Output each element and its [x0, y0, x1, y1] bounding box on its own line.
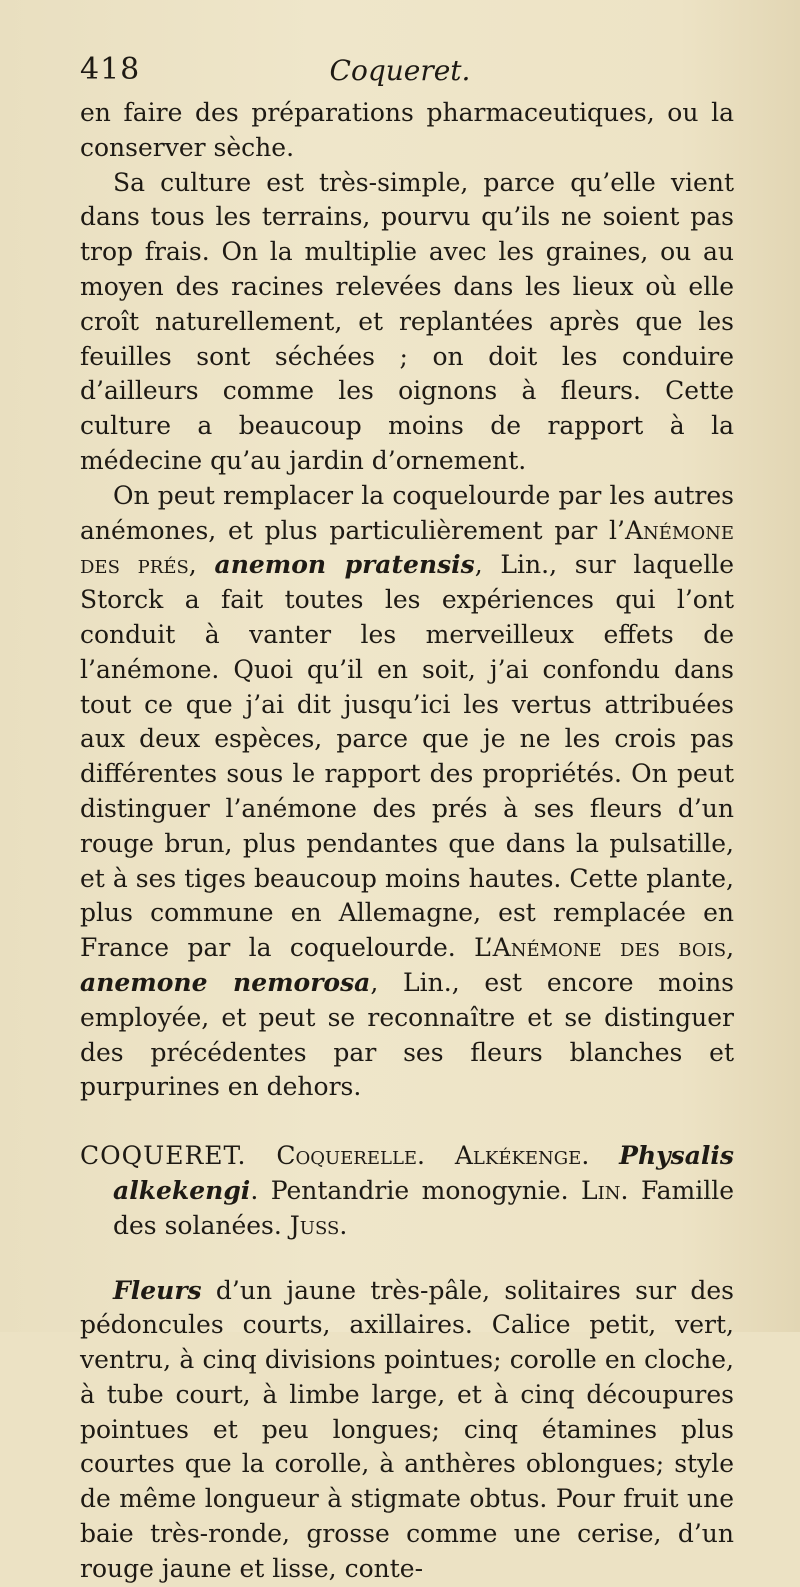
author-abbrev-juss: Juss	[289, 1210, 340, 1240]
entry-synonym-2: Alkékenge	[454, 1141, 582, 1171]
text-run: , Lin., sur laquelle Storck a fait toutes les expériences qui l’ont conduit à vanter les merveilleux effets de l’anémone. Quoi qu’il en soit, j’ai confondu dans tout ce que j’ai dit jusqu’ici les vertus attribuées aux deux espèces, parce que je ne les crois pas différentes sous le rapport des propriétés. On peut distinguer l’anémone des prés à ses fleurs d’un rouge brun, plus pendantes que dans la pulsatille, et à ses tiges beaucoup moins hautes. Cette plante, plus commune en Allemagne, est remplacée en France par la coquelourde. L’	[80, 550, 734, 963]
running-title: Coqueret.	[329, 54, 471, 87]
text-run: d’un jaune très-pâle, solitaires sur des pédoncules courts, axillaires. Calice petit, vert, ventru, à cinq divisions pointues; corolle en cloche, à tube court, à limbe large, et à cinq découpures pointues et peu longues; cinq étamines plus courtes que la corolle, à anthères oblongues; style de même longueur à stigmate obtus. Pour fruit une baie très-ronde, grosse comme une cerise, d’un rouge jaune et lisse, conte-	[80, 1275, 734, 1583]
page-number: 418	[80, 52, 141, 87]
text-run: ,	[188, 550, 215, 580]
paragraph-continuation: en faire des préparations pharmaceutiques, ou la conserver sèche.	[80, 98, 734, 162]
author-abbrev-lin: Lin	[581, 1175, 621, 1205]
text-run: On peut remplacer la coquelourde par les autres anémones, et plus particulièrement par l’	[80, 480, 734, 545]
text-run: , Lin., est encore moins employée, et peut se reconnaître et se distinguer des précédentes par ses fleurs blanches et purpurines en dehors.	[80, 967, 734, 1102]
entry-latin-name: Physalis alkekengi	[113, 1141, 734, 1205]
entry-synonym-1: Coquerelle	[276, 1141, 418, 1171]
paragraph-fleurs	[80, 1274, 734, 1587]
entry-title: COQUERET.	[80, 1141, 247, 1171]
text-run: .	[339, 1210, 348, 1240]
entry-heading	[80, 1139, 734, 1243]
text-run: .	[581, 1141, 620, 1171]
text-run: .	[417, 1141, 455, 1171]
latin-name-pratensis: anemon pratensis	[214, 550, 475, 580]
page-header	[0, 52, 800, 92]
text-run: . Pentandrie monogynie.	[250, 1175, 582, 1205]
text-run: . Famille des solanées.	[113, 1175, 734, 1240]
species-name-pres: Anémone des prés	[80, 515, 734, 580]
paragraph-anemones	[80, 479, 734, 1105]
page-body	[80, 96, 734, 1587]
species-name-bois: Anémone des bois	[492, 933, 727, 963]
section-lead-fleurs: Fleurs	[113, 1275, 202, 1305]
text-run: ,	[726, 933, 735, 963]
latin-name-nemorosa: anemone nemorosa	[80, 967, 371, 997]
paragraph-culture: Sa culture est très-simple, parce qu’elle vient dans tous les terrains, pourvu qu’ils ne soient pas trop frais. On la multiplie avec les graines, ou au moyen des racines relevées dans les lieux où elle croît naturellement, et replantées après que les feuilles sont séchées ; on doit les conduire d’ailleurs comme les oignons à fleurs. Cette culture a beaucoup moins de rapport à la médecine qu’au jardin d’ornement.	[80, 167, 734, 475]
